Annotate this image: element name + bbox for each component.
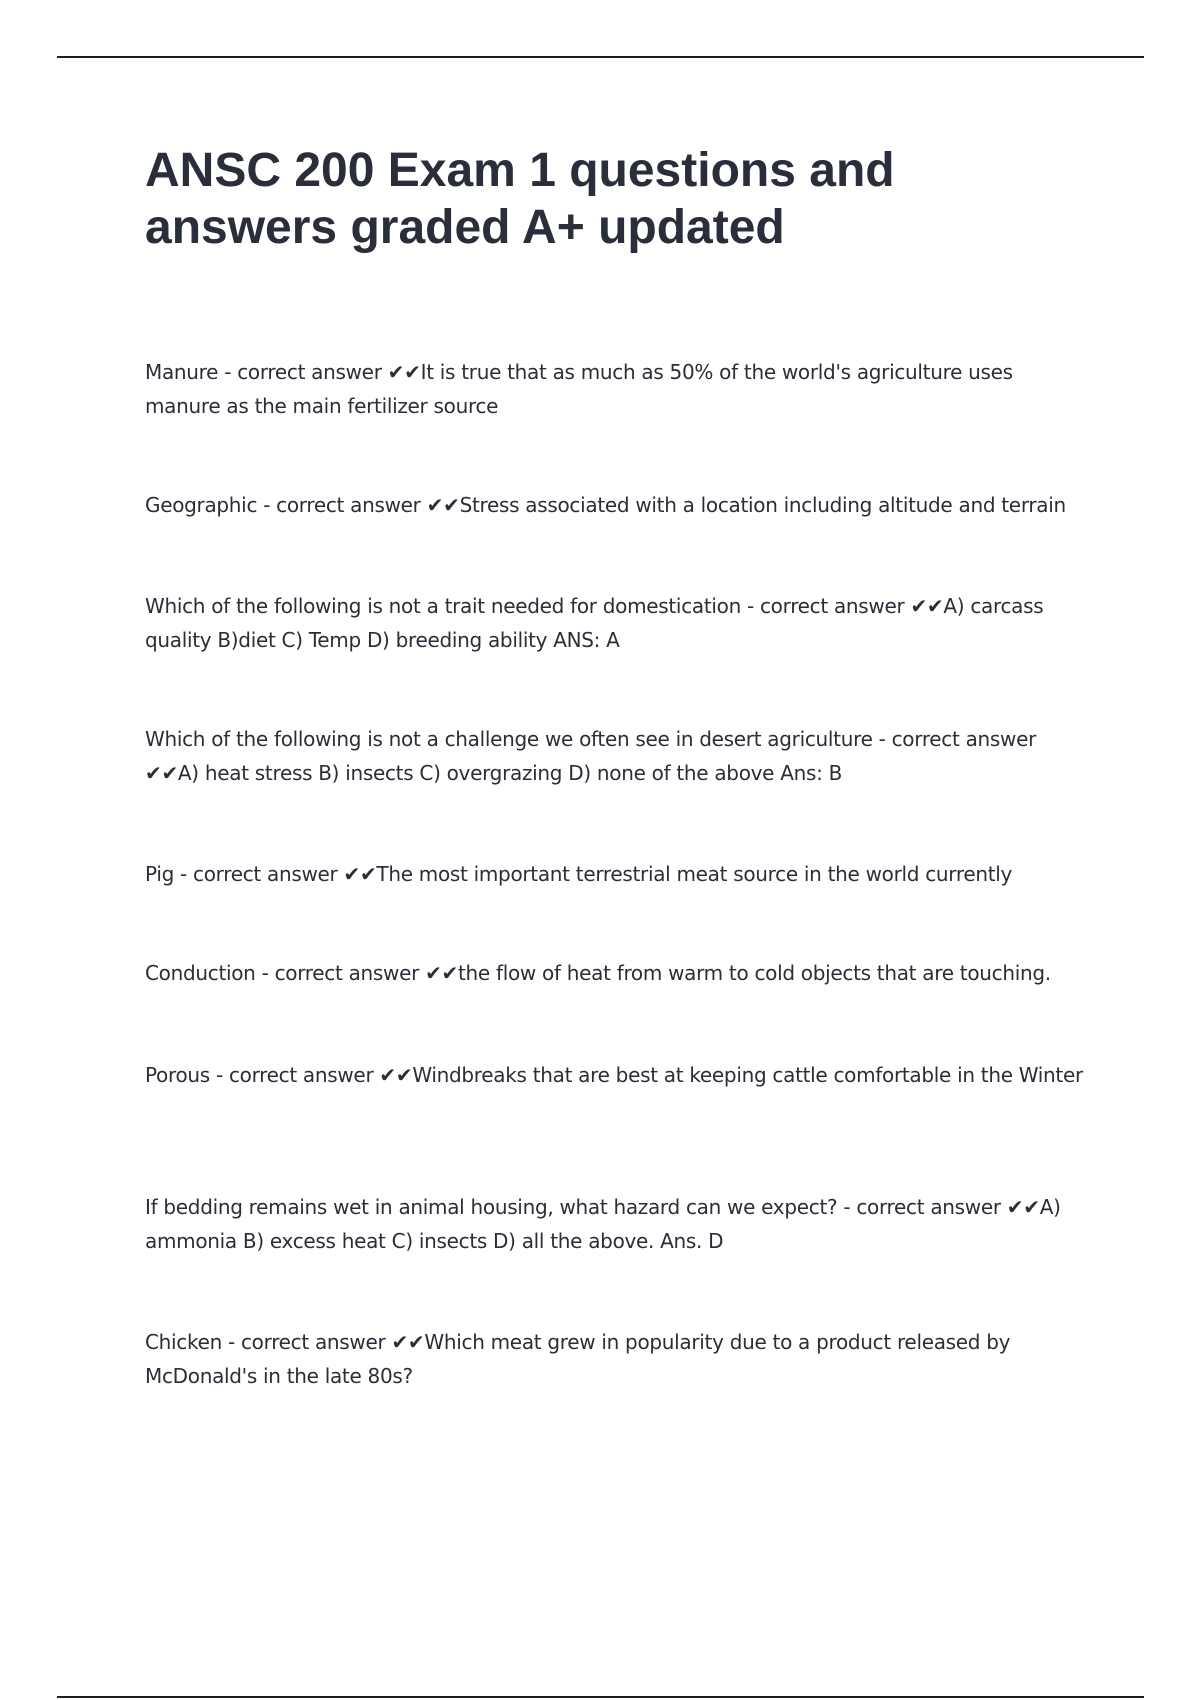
qa-term: Which of the following is not a challenge we often see in desert agriculture <box>145 727 873 751</box>
qa-connector: - correct answer ✔✔ <box>837 1195 1040 1219</box>
qa-connector: - correct answer ✔✔ <box>221 1330 425 1354</box>
qa-item <box>145 355 1085 423</box>
qa-answer: the flow of heat from warm to cold objects that are touching. <box>458 961 1051 985</box>
qa-item <box>145 1190 1085 1258</box>
qa-answer: A) ammonia B) excess heat C) insects D) all the above. Ans. D <box>145 1195 1061 1253</box>
qa-term: Conduction <box>145 961 256 985</box>
qa-item <box>145 589 1085 657</box>
qa-connector: - correct answer ✔✔ <box>209 1063 413 1087</box>
qa-term: Which of the following is not a trait needed for domestication <box>145 594 741 618</box>
qa-answer: A) carcass quality B)diet C) Temp D) breeding ability ANS: A <box>145 594 1044 652</box>
qa-term: Chicken <box>145 1330 222 1354</box>
qa-term: If bedding remains wet in animal housing, what hazard can we expect? <box>145 1195 838 1219</box>
header-rule <box>57 56 1144 58</box>
qa-answer: Stress associated with a location including altitude and terrain <box>459 493 1066 517</box>
qa-connector: - correct answer ✔✔ <box>255 961 458 985</box>
qa-item <box>145 488 1085 522</box>
qa-connector: - correct answer ✔✔ <box>740 594 944 618</box>
qa-answer: It is true that as much as 50% of the world's agriculture uses manure as the main fertilizer source <box>145 360 1013 418</box>
qa-item <box>145 722 1085 790</box>
qa-connector: - correct answer ✔✔ <box>218 360 421 384</box>
document-title: ANSC 200 Exam 1 questions and answers graded A+ updated <box>145 144 895 254</box>
qa-item <box>145 857 1085 891</box>
qa-connector: - correct answer ✔✔ <box>145 727 1037 785</box>
qa-connector: - correct answer ✔✔ <box>257 493 460 517</box>
qa-answer: A) heat stress B) insects C) overgrazing D) none of the above Ans: B <box>177 761 843 785</box>
qa-term: Porous <box>145 1063 210 1087</box>
qa-term: Pig <box>145 862 174 886</box>
qa-item <box>145 1325 1085 1393</box>
footer-rule <box>57 1696 1144 1698</box>
qa-item <box>145 1058 1085 1092</box>
qa-term: Manure <box>145 360 219 384</box>
qa-answer: Which meat grew in popularity due to a product released by McDonald's in the late 80s? <box>145 1330 1011 1388</box>
qa-term: Geographic <box>145 493 258 517</box>
qa-connector: - correct answer ✔✔ <box>173 862 377 886</box>
qa-answer: The most important terrestrial meat source in the world currently <box>376 862 1013 886</box>
qa-answer: Windbreaks that are best at keeping cattle comfortable in the Winter <box>412 1063 1083 1087</box>
qa-item <box>145 956 1085 990</box>
